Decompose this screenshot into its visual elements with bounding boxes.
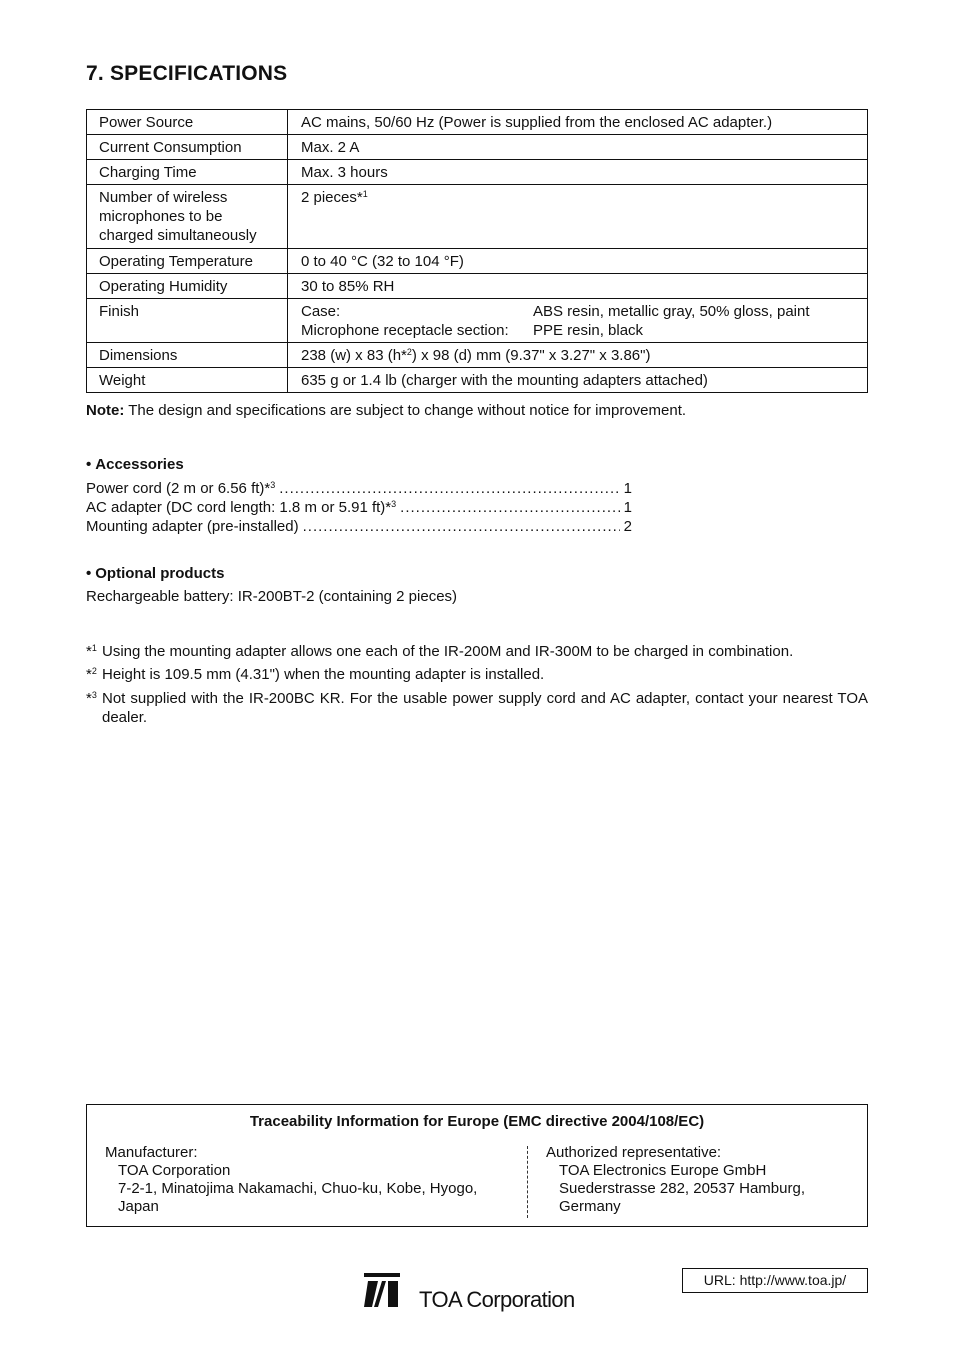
address-line: Germany <box>559 1198 621 1215</box>
manufacturer-block <box>105 1144 477 1216</box>
spec-value <box>288 299 868 343</box>
footnote-number: 3 <box>91 690 97 700</box>
optional-products-heading <box>86 565 224 582</box>
list-item: Rechargeable battery: IR-200BT-2 (containing 2 pieces) <box>86 588 458 605</box>
spec-value-text: ) x 98 (d) mm (9.37" x 3.27" x 3.86") <box>411 347 651 364</box>
representative-heading: Authorized representative: <box>546 1144 722 1161</box>
address-line: 7-2-1, Minatojima Nakamachi, Chuo-ku, Kobe, Hyogo, <box>118 1180 478 1197</box>
footnote-ref: 1 <box>362 189 368 199</box>
address-line: Suederstrasse 282, 20537 Hamburg, <box>559 1180 805 1197</box>
footnote-ref: 3 <box>270 480 276 490</box>
finish-material: PPE resin, black <box>533 322 644 339</box>
table-row <box>87 110 868 135</box>
dot-leader <box>279 479 619 498</box>
address-line: TOA Electronics Europe GmbH <box>559 1162 767 1179</box>
footnote-ref: 3 <box>391 499 397 509</box>
list-item <box>86 498 632 517</box>
list-item <box>86 517 632 536</box>
asterisk: * <box>86 666 92 683</box>
item-name: Mounting adapter (pre-installed) <box>86 518 299 535</box>
footnote <box>86 689 868 727</box>
spec-label: Charging Time <box>87 160 288 185</box>
asterisk: * <box>86 643 92 660</box>
table-row <box>87 160 868 185</box>
column-divider <box>527 1146 528 1218</box>
note <box>86 402 686 419</box>
finish-part: Microphone receptacle section: <box>301 322 509 339</box>
footnote-text: Using the mounting adapter allows one each of the IR-200M and IR-300M to be charged in combination. <box>102 643 794 660</box>
traceability-title: Traceability Information for Europe (EMC directive 2004/108/EC) <box>249 1113 705 1130</box>
bullet-icon: • <box>86 456 92 473</box>
spec-value: Max. 3 hours <box>288 160 868 185</box>
finish-details <box>301 302 859 340</box>
toa-logo-icon <box>364 1273 404 1309</box>
spec-label: Finish <box>87 299 288 343</box>
heading-text: Accessories <box>95 456 184 473</box>
item-quantity: 1 <box>623 499 632 516</box>
item-text <box>86 498 396 517</box>
table-row <box>87 274 868 299</box>
spec-value: 30 to 85% RH <box>288 274 868 299</box>
spec-value: 635 g or 1.4 lb (charger with the mounting adapters attached) <box>288 368 868 393</box>
spec-value-text: 238 (w) x 83 (h* <box>301 347 407 364</box>
manufacturer-heading: Manufacturer: <box>105 1144 198 1161</box>
address-line: TOA Corporation <box>118 1162 231 1179</box>
spec-value: Max. 2 A <box>288 135 868 160</box>
representative-block <box>546 1144 805 1216</box>
spec-label: Number of wireless microphones to be charged simultaneously <box>87 185 288 249</box>
traceability-box <box>86 1104 868 1227</box>
specifications-table <box>86 109 868 393</box>
spec-value <box>288 185 868 249</box>
spec-value: AC mains, 50/60 Hz (Power is supplied from the enclosed AC adapter.) <box>288 110 868 135</box>
footnote-ref: 2 <box>406 347 412 357</box>
item-name: Power cord (2 m or 6.56 ft)* <box>86 480 271 497</box>
accessories-list <box>86 479 632 536</box>
spec-label: Current Consumption <box>87 135 288 160</box>
footnote <box>86 665 868 684</box>
dot-leader <box>303 517 620 536</box>
item-text <box>86 517 299 536</box>
table-row <box>87 185 868 249</box>
spec-label: Weight <box>87 368 288 393</box>
bullet-icon: • <box>86 565 92 582</box>
finish-part: Case: <box>301 303 341 320</box>
spec-label: Power Source <box>87 110 288 135</box>
footnote-number: 2 <box>91 666 97 676</box>
item-text <box>86 479 275 498</box>
company-name: TOA Corporation <box>419 1287 575 1312</box>
accessories-heading <box>86 456 184 473</box>
footnote-mark <box>86 665 102 684</box>
item-name: AC adapter (DC cord length: 1.8 m or 5.91 ft)* <box>86 499 392 516</box>
dot-leader <box>400 498 619 517</box>
footnote <box>86 642 868 661</box>
heading-text: Optional products <box>95 565 225 582</box>
footnote-number: 1 <box>91 643 97 653</box>
spec-label: Operating Temperature <box>87 249 288 274</box>
table-row <box>87 368 868 393</box>
table-row <box>87 135 868 160</box>
spec-label: Dimensions <box>87 343 288 368</box>
table-row <box>87 343 868 368</box>
spec-value <box>288 343 868 368</box>
note-label: Note: <box>86 402 125 419</box>
spec-value: 0 to 40 °C (32 to 104 °F) <box>288 249 868 274</box>
footnote-mark <box>86 642 102 661</box>
url-box: URL: http://www.toa.jp/ <box>682 1268 868 1293</box>
footnote-mark <box>86 689 102 727</box>
finish-material: ABS resin, metallic gray, 50% gloss, paint <box>533 303 810 320</box>
table-row <box>87 249 868 274</box>
item-quantity: 2 <box>623 518 632 535</box>
footnote-text: Height is 109.5 mm (4.31") when the mounting adapter is installed. <box>102 666 545 683</box>
spec-label: Operating Humidity <box>87 274 288 299</box>
note-text: The design and specifications are subject to change without notice for improvement. <box>124 402 687 419</box>
address-line: Japan <box>118 1198 159 1215</box>
footnote-text: Not supplied with the IR-200BC KR. For the usable power supply cord and AC adapter, contact your nearest TOA dealer. <box>102 690 868 726</box>
item-quantity: 1 <box>623 480 632 497</box>
list-item <box>86 479 632 498</box>
page-title: 7. SPECIFICATIONS <box>86 62 288 85</box>
spec-value-text: 2 pieces* <box>301 189 363 206</box>
table-row <box>87 299 868 343</box>
asterisk: * <box>86 690 92 707</box>
